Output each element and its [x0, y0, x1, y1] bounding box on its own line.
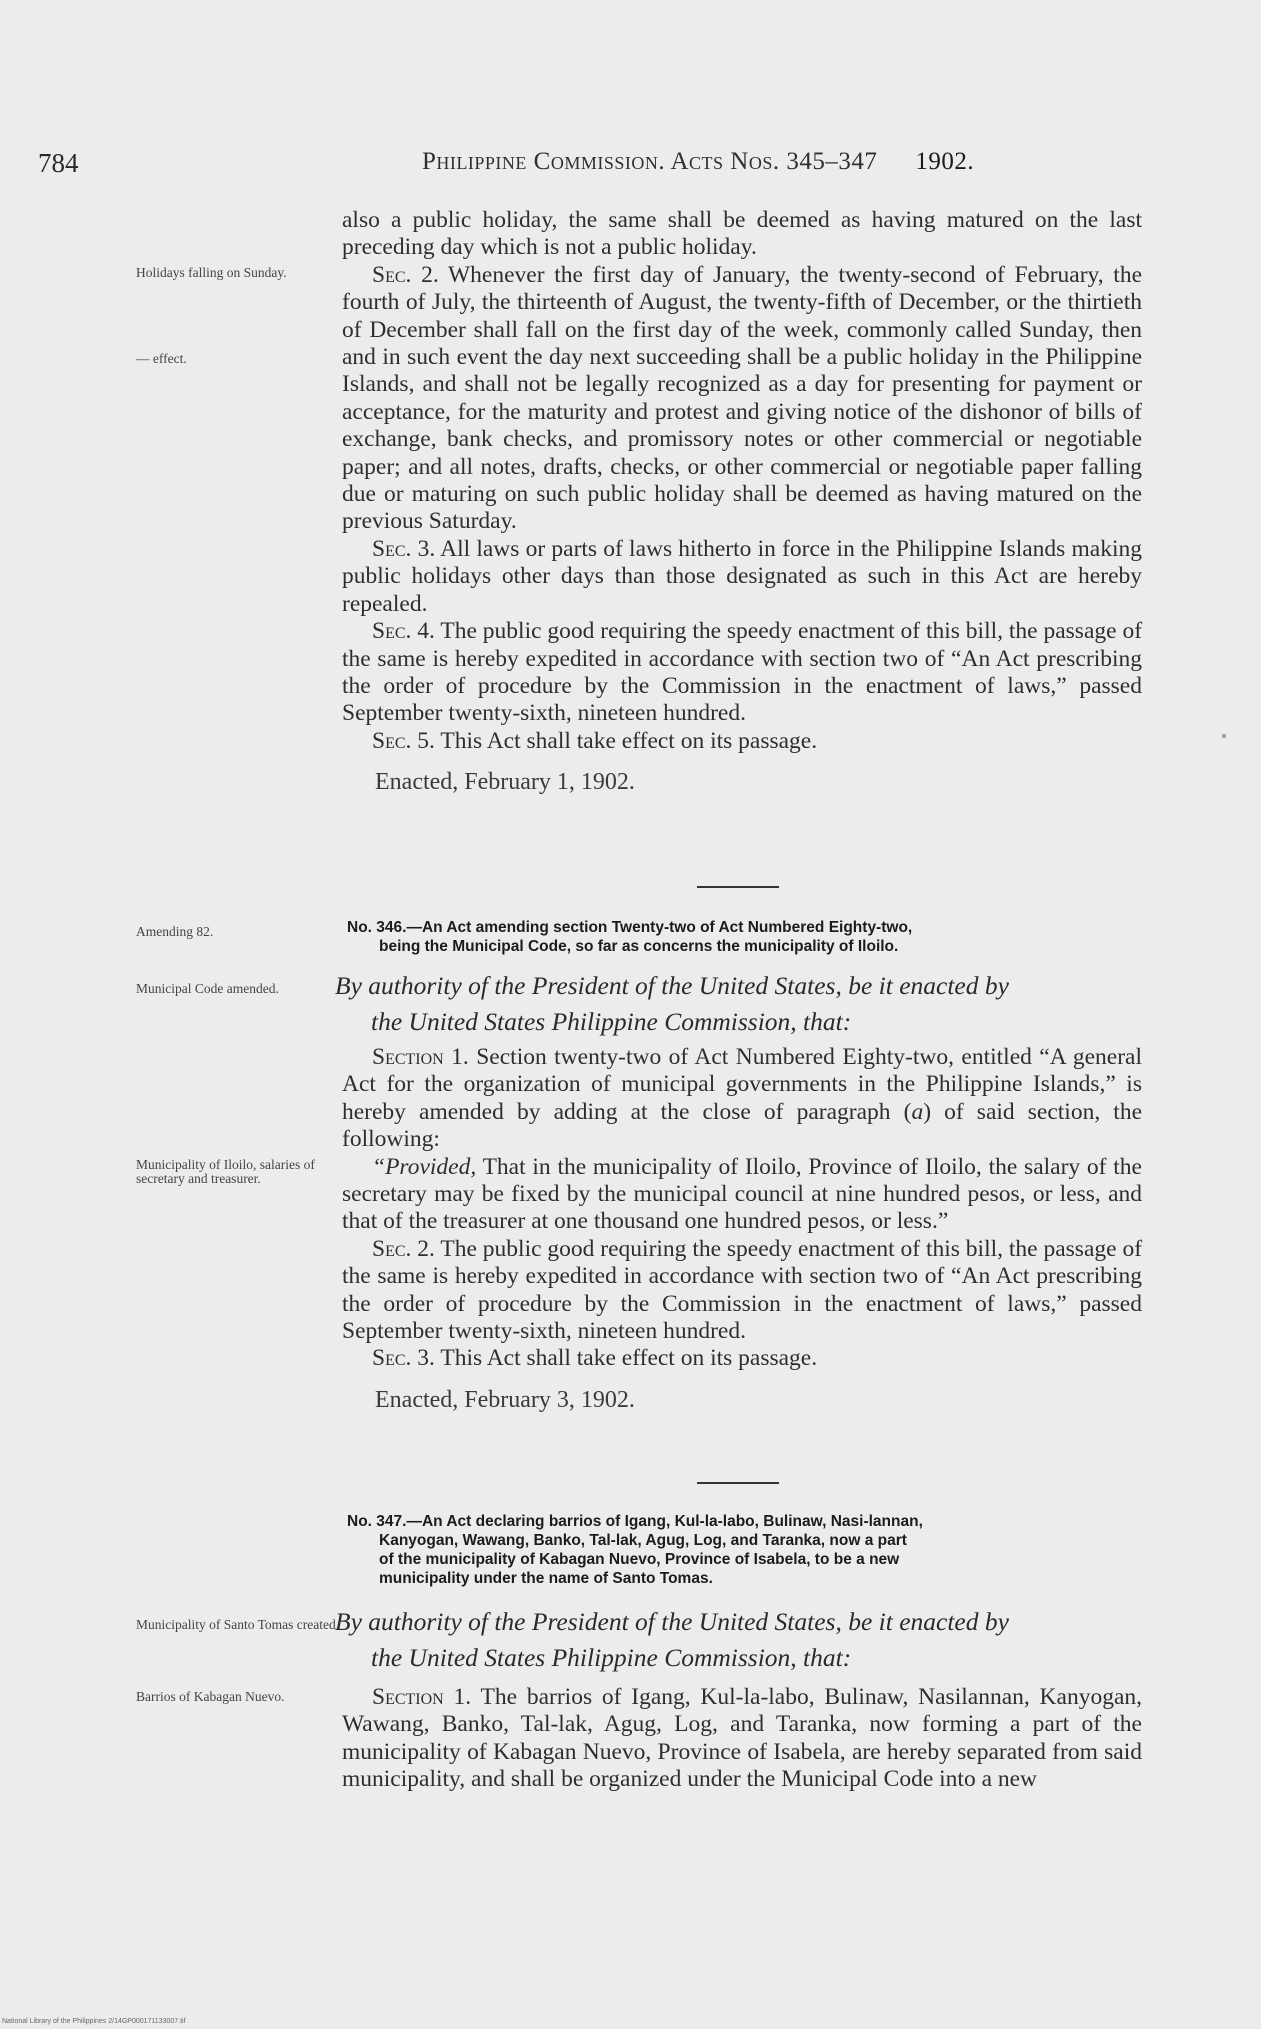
act-346-sec-1 — [342, 1044, 1142, 1154]
sec-label: Sec. 4. — [372, 618, 435, 645]
act-347-title-line-3: of the municipality of Kabagan Nuevo, Province of Isabela, to be a new — [379, 1551, 900, 1568]
running-title — [422, 148, 974, 176]
act-346-enacted: Enacted, February 3, 1902. — [375, 1386, 635, 1413]
act-346-title — [347, 918, 1145, 956]
proviso-text: That in the municipality of Iloilo, Province of Iloilo, the salary of the secretary may be fixed by the municipal council at nine hundred pesos, or less, and that of the treasurer at one thousand one hundred pesos, or less.” — [342, 1153, 1142, 1235]
sec-text: This Act shall take effect on its passage. — [440, 1345, 818, 1372]
sec-label: Sec. 3. — [372, 535, 436, 562]
act-347-sec-1 — [342, 1684, 1142, 1794]
act-346-title-line-2: being the Municipal Code, so far as concerns the municipality of Iloilo. — [379, 938, 899, 955]
act-347-authority — [335, 1604, 1145, 1676]
authority-line-2: the United States Philippine Commission, that: — [371, 1643, 852, 1672]
act-345-sec-5 — [342, 728, 1142, 755]
act-346-title-line-1: No. 346.—An Act amending section Twenty-two of Act Numbered Eighty-two, — [347, 919, 913, 936]
sec-label: Section 1. — [372, 1044, 469, 1070]
act-347-body — [342, 1684, 1142, 1794]
act-346-proviso — [342, 1154, 1142, 1236]
act-346-sec-2 — [342, 1236, 1142, 1346]
margin-note-holidays-sunday: Holidays falling on Sunday. — [136, 265, 287, 280]
sec-text-a: Section twenty-two of Act Numbered Eighty-two, entitled “A general Act for the organization of municipal governments in the Philippine Islands,” is hereby amended by adding at the close of paragraph ( — [342, 1044, 1142, 1125]
sec-text: The public good requiring the speedy enactment of this bill, the passage of the same is hereby expedited in accordance with section two of “An Act prescribing the order of procedure by the Commission in the enactment of laws,” passed September twenty-sixth, nineteen hundred. — [342, 618, 1143, 727]
act-347-title-line-1: No. 347.—An Act declaring barrios of Igang, Kul-la-labo, Bulinaw, Nasi-lannan, — [347, 1513, 923, 1530]
margin-note-municipal-code-amended: Municipal Code amended. — [136, 981, 279, 996]
divider-rule — [697, 886, 779, 888]
running-year: 1902. — [915, 148, 975, 175]
proviso-word: “Provided, — [372, 1153, 477, 1180]
act-347-title-line-2: Kanyogan, Wawang, Banko, Tal-lak, Agug, Log, and Taranka, now a part — [379, 1532, 907, 1549]
divider-rule — [697, 1482, 779, 1484]
sec-text: This Act shall take effect on its passage. — [440, 727, 818, 754]
scan-speck — [1222, 734, 1226, 738]
page-number: 784 — [38, 148, 79, 178]
authority-line-1: By authority of the President of the United States, be it enacted by — [335, 971, 1009, 1000]
sec-text: All laws or parts of laws hitherto in force in the Philippine Islands making public holidays other days than those designated as such in this Act are hereby repealed. — [342, 535, 1142, 617]
sec-label: Sec. 2. — [372, 261, 439, 288]
act-346-body — [342, 1044, 1142, 1414]
sec-label: Sec. 5. — [372, 727, 435, 754]
scan-footer: National Library of the Philippines 2/14GP000171133007.tif — [2, 2018, 186, 2025]
act-345-sec-4 — [342, 618, 1142, 728]
sec-label: Section 1. — [372, 1684, 472, 1710]
sec-label: Sec. 3. — [372, 1345, 435, 1372]
margin-note-santo-tomas-created: Municipality of Santo Tomas created. — [136, 1617, 340, 1632]
page-header — [0, 148, 1261, 188]
sec-label: Sec. 2. — [372, 1235, 435, 1262]
margin-note-iloilo-salaries: Municipality of Iloilo, salaries of secretary and treasurer. — [136, 1157, 315, 1186]
sec-text: Whenever the first day of January, the twenty-second of February, the fourth of July, the thirteenth of August, the twenty-fifth of December, or the thirtieth of December shall fall on the first day of the week, commonly called Sunday, then and in such event the day next succeeding shall be a public holiday in the Philippine Islands, and shall not be legally recognized as a day for presenting for payment or acceptance, for the maturity and protest and giving notice of the dishonor of bills of exchange, bank checks, and promissory notes or other commercial or negotiable paper; and all notes, drafts, checks, or other commercial or negotiable paper falling due or maturing on such public holiday shall be deemed as having matured on the previous Saturday. — [342, 261, 1143, 535]
sec-text: The public good requiring the speedy enactment of this bill, the passage of the same is hereby expedited in accordance with section two of “An Act prescribing the order of procedure by the Commission in the enactment of laws,” passed September twenty-sixth, nineteen hundred. — [342, 1235, 1143, 1345]
act-346-authority — [335, 968, 1145, 1040]
act-345-body — [342, 207, 1142, 796]
sec-text: The barrios of Igang, Kul-la-labo, Bulinaw, Nasilannan, Kanyogan, Wawang, Banko, Tal-lak, Agug, Log, and Taranka, now forming a part of the municipality of Kabagan Nuevo, Province of Isabela, are hereby separated from said municipality, and shall be organized under the Municipal Code into a new — [342, 1684, 1142, 1793]
act-345-sec-3 — [342, 536, 1142, 618]
margin-note-amending-82: Amending 82. — [136, 924, 214, 939]
authority-line-1: By authority of the President of the United States, be it enacted by — [335, 1607, 1009, 1636]
margin-note-barrios-kabagan: Barrios of Kabagan Nuevo. — [136, 1689, 285, 1704]
act-347-title-line-4: municipality under the name of Santo Tomas. — [379, 1570, 713, 1587]
act-345-sec-2 — [342, 262, 1142, 536]
act-345-enacted: Enacted, February 1, 1902. — [375, 769, 635, 796]
act-346-sec-3 — [342, 1345, 1142, 1372]
authority-line-2: the United States Philippine Commission, that: — [371, 1007, 852, 1036]
sec-paren-letter: a — [911, 1098, 924, 1125]
sec-text-b: ) of said section, the following: — [342, 1098, 1143, 1153]
act-347-title — [347, 1512, 1145, 1588]
running-title-text: Philippine Commission. Acts Nos. 345–347 — [422, 148, 878, 175]
margin-note-effect: — effect. — [136, 351, 187, 366]
act-345-continuation: also a public holiday, the same shall be deemed as having matured on the last preceding day which is not a public holiday. — [342, 207, 1142, 261]
